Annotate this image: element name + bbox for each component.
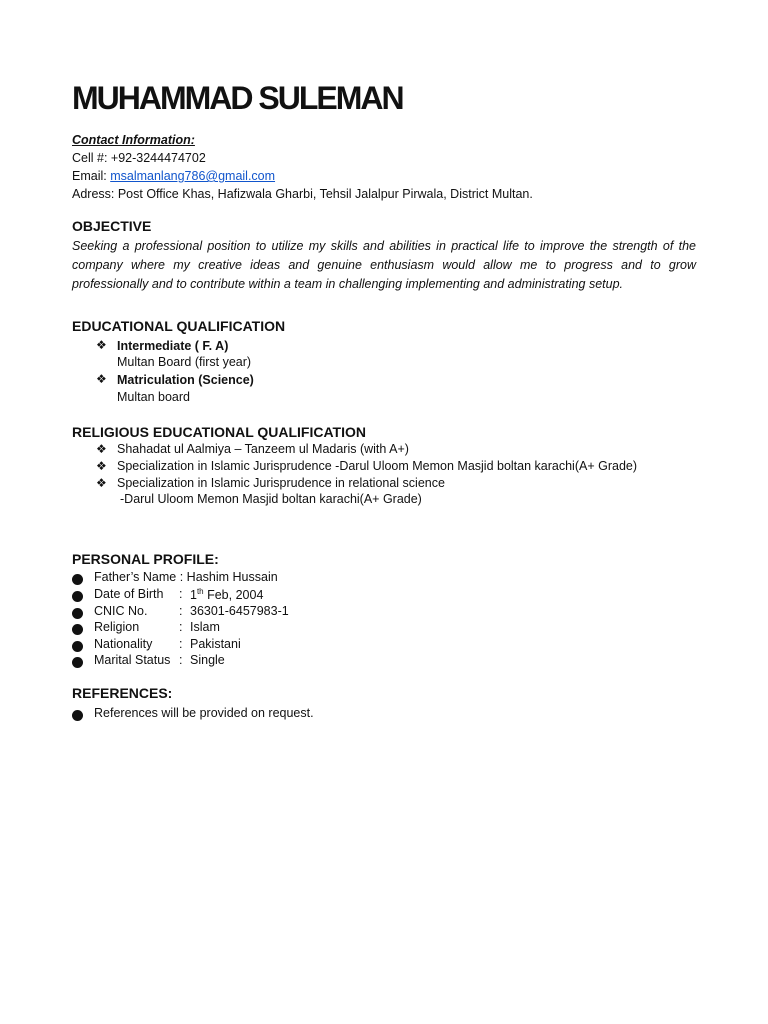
cell-number: Cell #: +92-3244474702 [72, 151, 206, 165]
diamond-bullet-icon: ❖ [96, 372, 107, 386]
religious-item: Specialization in Islamic Jurisprudence -Darul Uloom Memon Masjid boltan karachi(A+ Grade) [117, 459, 638, 473]
bullet-dot-icon [72, 624, 83, 635]
religious-item: Specialization in Islamic Jurisprudence in relational science [117, 476, 445, 490]
dob-suffix: th [196, 587, 204, 596]
candidate-name: MUHAMMAD SULEMAN [72, 80, 403, 116]
bullet-dot-icon [72, 608, 83, 619]
bullet-dot-icon [72, 657, 83, 668]
colon: : [179, 604, 183, 618]
dob-label: Date of Birth [94, 587, 164, 601]
address: Adress: Post Office Khas, Hafizwala Gharbi, Tehsil Jalalpur Pirwala, District Multan. [72, 187, 533, 201]
dob-value [190, 587, 263, 602]
colon: : [179, 570, 184, 584]
diamond-bullet-icon: ❖ [96, 442, 107, 456]
colon: : [179, 653, 183, 667]
religious-title: RELIGIOUS EDUCATIONAL QUALIFICATION [72, 424, 366, 440]
colon: : [179, 587, 183, 601]
education-degree: Matriculation (Science) [117, 373, 254, 387]
education-board: Multan board [117, 390, 190, 404]
email-label: Email: [72, 169, 111, 183]
bullet-dot-icon [72, 574, 83, 585]
colon: : [179, 637, 183, 651]
bullet-dot-icon [72, 710, 83, 721]
cnic-label: CNIC No. [94, 604, 148, 618]
father-value: Hashim Hussain [186, 570, 278, 584]
bullet-dot-icon [72, 641, 83, 652]
nationality-value: Pakistani [190, 637, 241, 651]
religion-value: Islam [190, 620, 220, 634]
religious-item: Shahadat ul Aalmiya – Tanzeem ul Madaris (with A+) [117, 442, 409, 456]
contact-heading: Contact Information: [72, 133, 195, 147]
references-title: REFERENCES: [72, 685, 173, 701]
marital-value: Single [190, 653, 225, 667]
father-label: Father’s Name [94, 570, 177, 584]
diamond-bullet-icon: ❖ [96, 338, 107, 352]
dob-month-year: Feb, 2004 [203, 588, 264, 603]
nationality-label: Nationality [94, 637, 153, 651]
marital-label: Marital Status [94, 653, 171, 667]
education-board: Multan Board (first year) [117, 355, 252, 369]
dob-day: 1 [190, 588, 197, 603]
colon: : [179, 620, 183, 634]
objective-title: OBJECTIVE [72, 218, 152, 234]
religion-label: Religion [94, 620, 140, 634]
objective-text: Seeking a professional position to utilize my skills and abilities in practical life to improve the strength of the company where my creative ideas and genuine enthusiasm would allow me to progress and to grow professionally and to contribute within a team in challenging implementing and administrating setup. [72, 239, 696, 291]
email-link[interactable]: msalmanlang786@gmail.com [110, 169, 276, 183]
education-title: EDUCATIONAL QUALIFICATION [72, 318, 286, 334]
references-text: References will be provided on request. [94, 706, 314, 720]
education-degree: Intermediate ( F. A) [117, 339, 229, 353]
personal-title: PERSONAL PROFILE: [72, 551, 219, 567]
email-line [72, 169, 275, 183]
diamond-bullet-icon: ❖ [96, 459, 107, 473]
father-name-row [94, 570, 278, 584]
cnic-value: 36301-6457983-1 [190, 604, 289, 618]
religious-item-continuation: -Darul Uloom Memon Masjid boltan karachi(A+ Grade) [120, 492, 422, 506]
diamond-bullet-icon: ❖ [96, 476, 107, 490]
bullet-dot-icon [72, 591, 83, 602]
